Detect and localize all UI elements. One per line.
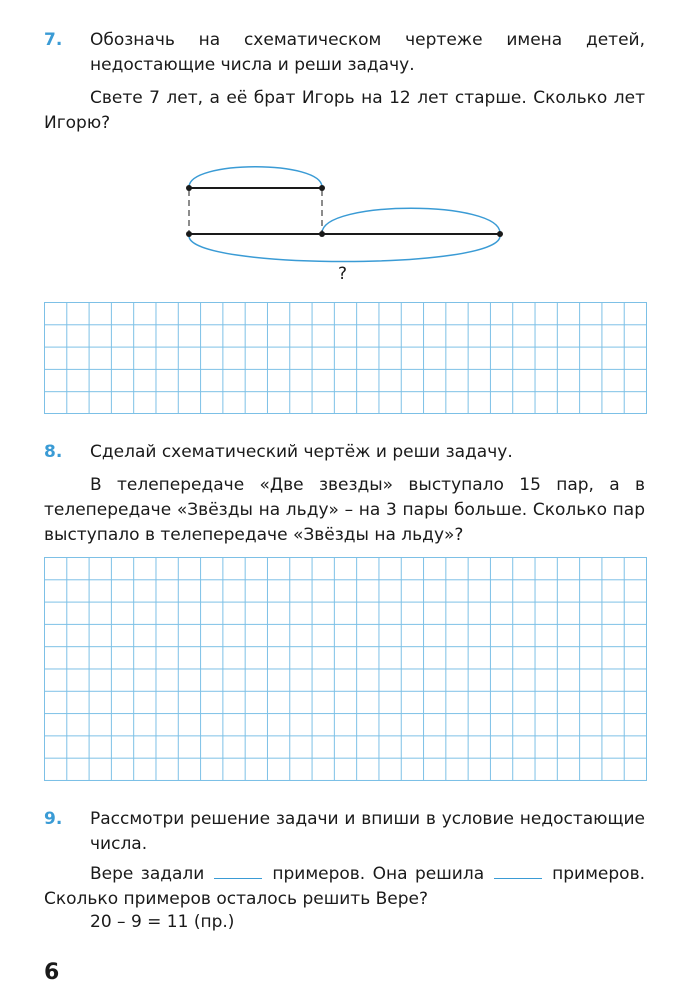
bottom-brace-arc — [189, 236, 500, 262]
blank-solved[interactable] — [494, 864, 542, 879]
task-9-problem-line — [44, 862, 645, 912]
right-brace-arc — [322, 208, 500, 233]
task-8-number: 8. — [44, 442, 63, 462]
task-8-problem-text: В телепередаче «Две звезды» выступало 15 пар, а в телепередаче «Звёзды на льду» – на 3 пары больше. Сколько пар выступало в телепередаче «Звёзды на льду»? — [44, 475, 645, 545]
task-9-problem — [44, 862, 645, 912]
top-brace-arc — [189, 167, 322, 187]
diagram-question-mark: ? — [338, 264, 348, 284]
point — [186, 185, 192, 191]
segment-diagram — [0, 0, 689, 300]
diagram-dashes — [189, 190, 322, 232]
task-9-text-3: примеров. Сколько примеров осталось решить Вере? — [44, 864, 645, 909]
point — [186, 231, 192, 237]
page-number: 6 — [44, 960, 60, 985]
point — [319, 185, 325, 191]
task-8-instruction: Сделай схематический чертёж и реши задачу. — [90, 442, 513, 462]
task-7-instruction: Обозначь на схематическом чертеже имена детей, недостающие числа и реши задачу. — [90, 30, 645, 75]
task-9-instruction: Рассмотри решение задачи и впиши в условие недостающие числа. — [90, 809, 645, 854]
task-7-number: 7. — [44, 30, 63, 50]
point — [319, 231, 325, 237]
answer-grid-task-8[interactable] — [44, 557, 647, 781]
point — [497, 231, 503, 237]
task-9-equation: 20 – 9 = 11 (пр.) — [90, 912, 235, 932]
task-8-problem — [44, 473, 645, 548]
task-9-text-2: примеров. Она решила — [272, 864, 485, 884]
blank-total[interactable] — [214, 864, 262, 879]
task-7-problem-text: Свете 7 лет, а её брат Игорь на 12 лет старше. Сколько лет Игорю? — [44, 88, 645, 133]
diagram-arcs — [189, 167, 500, 262]
task-9-text-1: Вере задали — [90, 864, 205, 884]
answer-grid-task-7[interactable] — [44, 302, 647, 414]
task-9-number: 9. — [44, 809, 63, 829]
